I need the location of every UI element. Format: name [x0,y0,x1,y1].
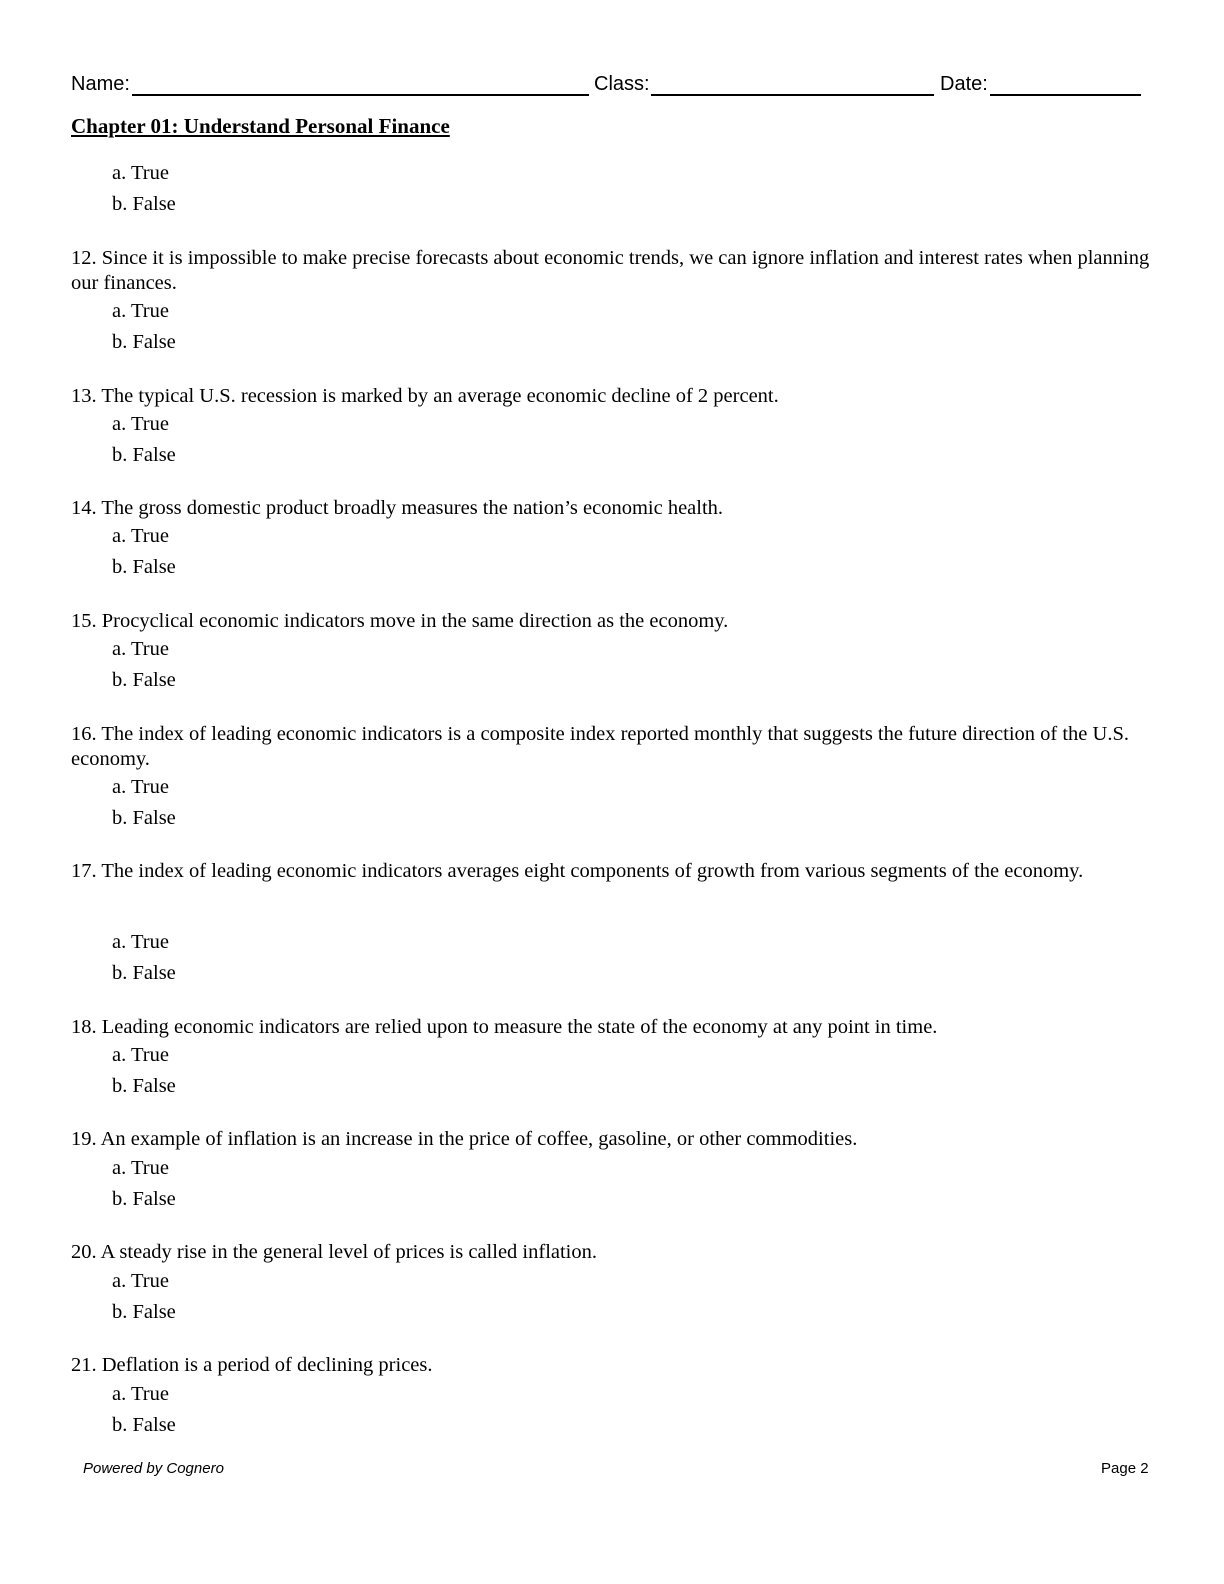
answer-option[interactable]: b. False [112,1188,176,1210]
question-20-text: 20. A steady rise in the general level of prices is called inflation. [71,1241,598,1263]
answer-option[interactable]: a. True [112,931,169,953]
answer-option[interactable]: a. True [112,1383,169,1405]
date-field[interactable] [990,94,1141,96]
answer-option[interactable]: a. True [112,300,169,322]
question-21-text: 21. Deflation is a period of declining prices. [71,1354,433,1376]
answer-option[interactable]: b. False [112,331,176,353]
answer-option[interactable]: b. False [112,193,176,215]
answer-option[interactable]: b. False [112,556,176,578]
answer-option[interactable]: a. True [112,1157,169,1179]
name-field[interactable] [132,94,589,96]
answer-option[interactable]: a. True [112,162,169,184]
page-number: Page 2 [1101,1460,1149,1477]
answer-option[interactable]: b. False [112,962,176,984]
answer-option[interactable]: b. False [112,807,176,829]
answer-option[interactable]: b. False [112,1414,176,1436]
question-16-text: 16. The index of leading economic indicators is a composite index reported monthly that suggests the future direction of the U.S. economy. [71,723,1129,770]
question-19-text: 19. An example of inflation is an increase in the price of coffee, gasoline, or other commodities. [71,1128,858,1150]
answer-option[interactable]: a. True [112,525,169,547]
answer-option[interactable]: a. True [112,776,169,798]
question-12-text: 12. Since it is impossible to make precise forecasts about economic trends, we can ignore inflation and interest rates when planning our finances. [71,247,1150,294]
name-label: Name: [71,73,130,95]
question-17-text: 17. The index of leading economic indicators averages eight components of growth from various segments of the economy. [71,860,1084,882]
question-14-text: 14. The gross domestic product broadly measures the nation’s economic health. [71,497,724,519]
class-field[interactable] [651,94,934,96]
answer-option[interactable]: b. False [112,444,176,466]
date-label: Date: [940,73,988,95]
question-18-text: 18. Leading economic indicators are relied upon to measure the state of the economy at any point in time. [71,1016,938,1038]
question-13-text: 13. The typical U.S. recession is marked by an average economic decline of 2 percent. [71,385,779,407]
answer-option[interactable]: b. False [112,1075,176,1097]
question-15-text: 15. Procyclical economic indicators move in the same direction as the economy. [71,610,729,632]
class-label: Class: [594,73,650,95]
answer-option[interactable]: b. False [112,669,176,691]
answer-option[interactable]: a. True [112,1270,169,1292]
answer-option[interactable]: a. True [112,1044,169,1066]
powered-by-footer: Powered by Cognero [83,1460,224,1477]
answer-option[interactable]: a. True [112,413,169,435]
answer-option[interactable]: b. False [112,1301,176,1323]
answer-option[interactable]: a. True [112,638,169,660]
chapter-title: Chapter 01: Understand Personal Finance [71,114,450,138]
